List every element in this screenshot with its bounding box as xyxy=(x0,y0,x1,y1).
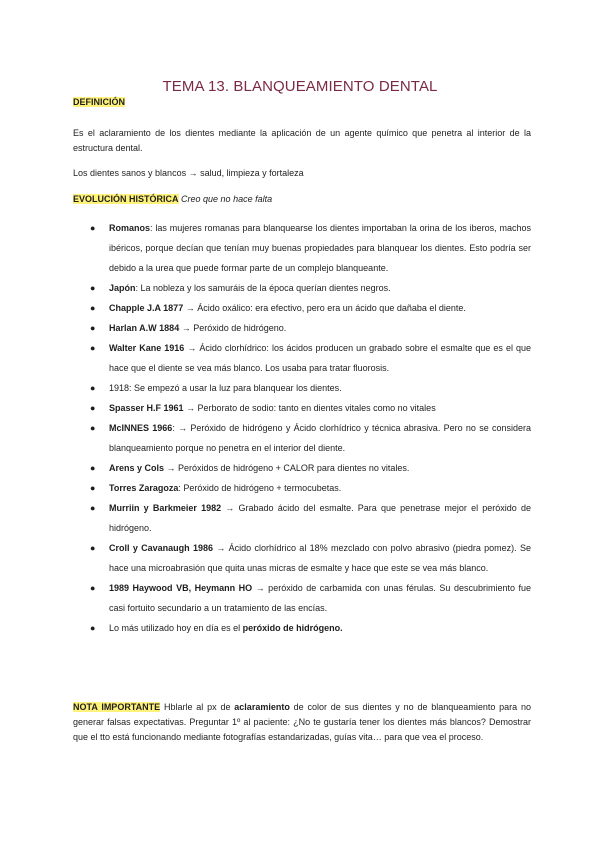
list-item-text: → Ácido clorhídrico al 18% mezclado con polvo abrasivo (piedra pomez). Se hace una microabrasión que quita unas micras de esmalte y hace que este se vea más blanco. xyxy=(109,543,531,573)
definicion-label: DEFINICIÓN xyxy=(73,97,126,107)
bullet-icon: ● xyxy=(90,543,96,553)
bullet-icon: ● xyxy=(90,463,96,473)
nota-label: NOTA IMPORTANTE xyxy=(73,702,161,712)
list-item xyxy=(73,298,531,318)
list-item-text: Lo más utilizado hoy en día es el xyxy=(109,623,243,633)
bullet-icon: ● xyxy=(90,623,96,633)
evolucion-label: EVOLUCIÓN HISTÓRICA xyxy=(73,194,179,204)
list-item-bold: Walter Kane 1916 xyxy=(109,343,185,353)
nota-text-1: Hblarle al px de xyxy=(160,702,235,712)
list-item-text: : → Peróxido de hidrógeno y Ácido clorhídrico y técnica abrasiva. Pero no se considera blanqueamiento porque no penetra en el interior del diente. xyxy=(109,423,532,453)
list-item-text: → Peróxidos de hidrógeno + CALOR para dientes no vitales. xyxy=(164,463,410,473)
list-item xyxy=(73,618,531,638)
list-item-bold: McINNES 1966 xyxy=(109,423,173,433)
list-item xyxy=(73,398,531,418)
list-item-bold: Japón xyxy=(109,283,136,293)
bullet-icon: ● xyxy=(90,403,96,413)
list-item-bold-after: peróxido de hidrógeno. xyxy=(242,623,343,633)
list-item-text: : La nobleza y los samuráis de la época querían dientes negros. xyxy=(135,283,391,293)
list-item xyxy=(73,418,531,458)
list-item xyxy=(73,338,531,378)
list-item xyxy=(73,498,531,538)
nota-paragraph xyxy=(73,700,531,745)
list-item-text: → Peróxido de hidrógeno. xyxy=(179,323,287,333)
list-item xyxy=(73,318,531,338)
list-item xyxy=(73,578,531,618)
list-item xyxy=(73,378,531,398)
bullet-icon: ● xyxy=(90,503,96,513)
dientes-paragraph: Los dientes sanos y blancos → salud, limpieza y fortaleza xyxy=(73,168,304,178)
list-item-text: → Ácido clorhídrico: los ácidos producen un grabado sobre el esmalte que es el que hace que el diente se vea más blanco. Los usaba para tratar fluorosis. xyxy=(109,343,532,373)
list-item-text: → Ácido oxálico: era efectivo, pero era un ácido que dañaba el diente. xyxy=(183,303,466,313)
list-item-text: : las mujeres romanas para blanquearse los dientes importaban la orina de los iberos, machos ibéricos, porque decían que tenían muy buenas propiedades para blanquear los dientes. Esto podría ser debido a la urea que puede formar parte de un complejo blanqueante. xyxy=(109,223,531,273)
list-item-bold: Chapple J.A 1877 xyxy=(109,303,184,313)
bullet-icon: ● xyxy=(90,423,96,433)
bullet-icon: ● xyxy=(90,583,96,593)
bullet-icon: ● xyxy=(90,383,96,393)
list-item xyxy=(73,458,531,478)
list-item-text: → Perborato de sodio: tanto en dientes vitales como no vitales xyxy=(183,403,436,413)
list-item xyxy=(73,538,531,578)
list-item-bold: Arens y Cols xyxy=(109,463,165,473)
list-item-bold: Harlan A.W 1884 xyxy=(109,323,180,333)
nota-text-2: de color de sus dientes y no de blanqueamiento para no generar falsas expectativas. Preguntar 1º al paciente: ¿No te gustaría tener los dientes más blancos? Demostrar que el tto está funcionando mediante fotografías estandarizadas, guías vita… para que vea el proceso. xyxy=(73,702,531,742)
list-item xyxy=(73,478,531,498)
list-item-bold: Romanos xyxy=(109,223,151,233)
list-item-text: → Grabado ácido del esmalte. Para que penetrase mejor el peróxido de hidrógeno. xyxy=(109,503,531,533)
bullet-icon: ● xyxy=(90,283,96,293)
definicion-paragraph: Es el aclaramiento de los dientes mediante la aplicación de un agente químico que penetra al interior de la estructura dental. xyxy=(73,128,531,153)
list-item-bold: Torres Zaragoza xyxy=(109,483,179,493)
history-list xyxy=(73,218,531,638)
list-item-bold: 1989 Haywood VB, Heymann HO xyxy=(109,583,253,593)
list-item-bold: Croll y Cavanaugh 1986 xyxy=(109,543,213,553)
list-item-bold: Spasser H.F 1961 xyxy=(109,403,184,413)
bullet-icon: ● xyxy=(90,323,96,333)
evolucion-heading xyxy=(73,194,272,204)
list-item-text: → peróxido de carbamida con unas férulas. Su descubrimiento fue casi fortuito secundario a un tratamiento de las encías. xyxy=(109,583,532,613)
page-title: TEMA 13. BLANQUEAMIENTO DENTAL xyxy=(162,78,438,95)
list-item-text: 1918: Se empezó a usar la luz para blanquear los dientes. xyxy=(109,383,342,393)
list-item xyxy=(73,218,531,278)
list-item xyxy=(73,278,531,298)
definicion-heading xyxy=(73,97,125,107)
bullet-icon: ● xyxy=(90,343,96,353)
evolucion-note: Creo que no hace falta xyxy=(181,194,273,204)
bullet-icon: ● xyxy=(90,303,96,313)
bullet-icon: ● xyxy=(90,483,96,493)
list-item-text: : Peróxido de hidrógeno + termocubetas. xyxy=(178,483,342,493)
nota-bold: aclaramiento xyxy=(234,702,290,712)
bullet-icon: ● xyxy=(90,223,96,233)
list-item-bold: Murriin y Barkmeier 1982 xyxy=(109,503,222,513)
